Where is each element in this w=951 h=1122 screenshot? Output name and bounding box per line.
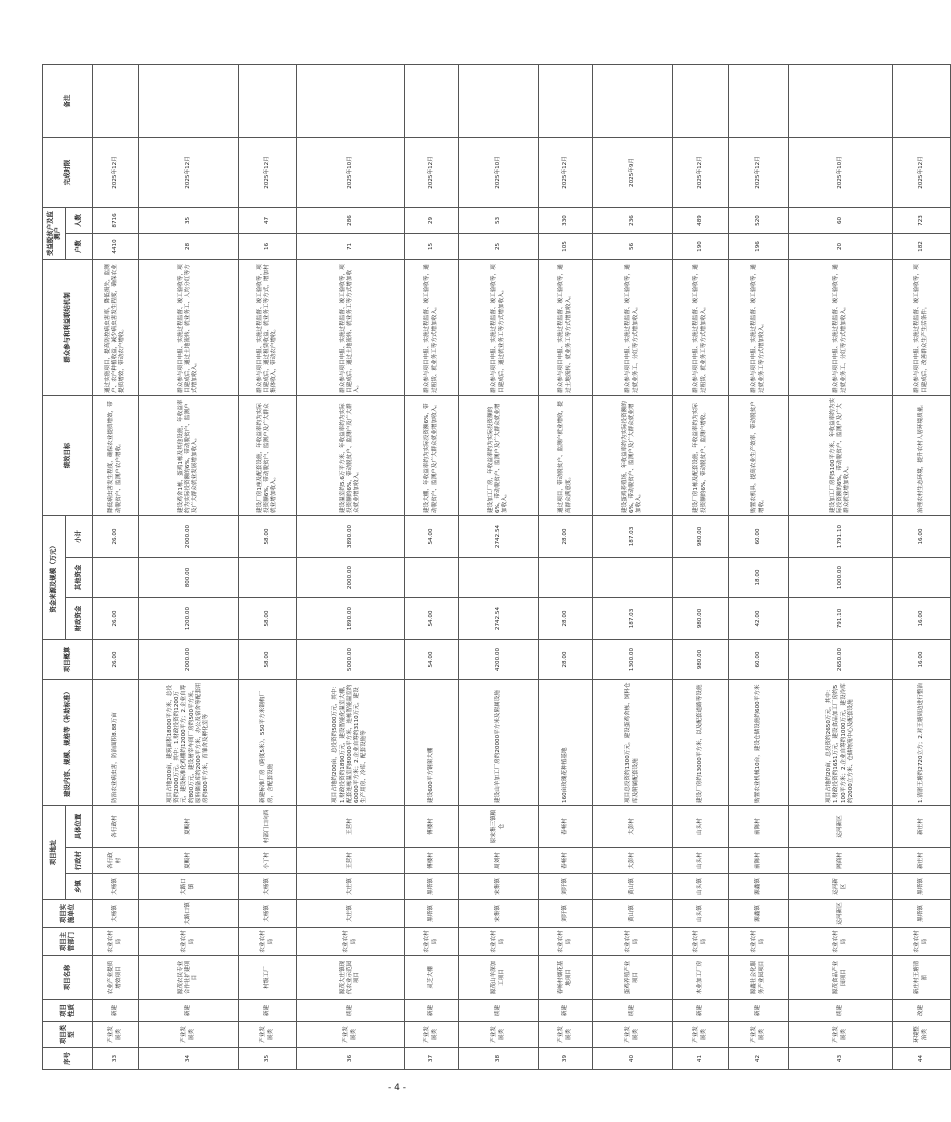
location-cell: 春畅村 [539,806,593,848]
name-cell: 源茂农民专业合作社扩建项目 [139,956,239,1000]
name-cell: 村级工厂 [239,956,297,1000]
deadline-cell: 2025年12月 [539,137,593,207]
deadline-cell: 2025年12月 [729,137,789,207]
name-cell: 灵芝大棚 [405,956,459,1000]
impl-cell: 运河新区 [789,900,893,928]
header-budget: 项目概算 [43,640,93,680]
header-people: 人数 [66,207,93,233]
dept-cell: 农业农村局 [239,928,297,956]
households-cell: 196 [729,233,789,259]
people-cell: 29 [405,207,459,233]
table-row [673,64,729,1069]
header-goal: 绩效目标 [43,395,93,515]
content-cell: 建设厂房约13000平方米，以及配套道路等设施 [673,680,729,806]
dept-cell: 农业农村局 [729,928,789,956]
header-households: 户数 [66,233,93,259]
header-location: 具体位置 [66,806,93,848]
deadline-cell: 2025年12月 [239,137,297,207]
mechanism-cell: 群众参与项目申报、实施过程监督、竣工验收等，通过就业务工等方式增加收入。 [729,259,789,395]
nature-cell: 新建 [673,1000,729,1022]
budget-cell: 58.00 [239,640,297,680]
type-cell: 产业发展类 [239,1022,297,1048]
project-table [42,64,951,1070]
households-cell: 190 [673,233,729,259]
impl-cell: 大庄镇 [297,900,405,928]
header-funds: 资金来源及规模（万元） [43,515,66,639]
mechanism-cell: 群众参与项目申报、实施过程监督、竣工验收等，通过就业务工、分红等方式增加收入。 [789,259,893,395]
table-row [789,64,893,1069]
deadline-cell: 2025年10月 [789,137,893,207]
town-cell: 大路口镇 [139,874,239,900]
goal-cell: 降低病虫害发生程度，确保农业提质增效，带动脱贫户、监测户农户增收。 [93,395,139,515]
deadline-cell: 2025年12月 [93,137,139,207]
deadline-cell: 2025年12月 [673,137,729,207]
remark-cell [459,64,539,137]
table-row [593,64,673,1069]
mechanism-cell: 群众参与项目申报、实施过程监督、竣工验收等，通过租赁、就业务工等方式增加收入。 [673,259,729,395]
type-cell: 产业发展类 [297,1022,405,1048]
deadline-cell: 2025年9月 [593,137,673,207]
header-dept: 项目主管部门 [43,928,93,956]
goal-cell: 建设加工厂房约5100平方米，年收益率约为实际投资额的6%，带动脱贫户、监测户及广大群众就业增加收入。 [789,395,893,515]
seq-cell: 37 [405,1048,459,1070]
households-cell: 105 [539,233,593,259]
content-cell: 项目占地约200亩，总投资约5000万元，其中：1.财政投资约1890万元，建设智能化温室大棚，配套连栋温室约80000平方米，连栋智能温室约60000平方米；2.企业自筹约3110万元，建设生产用房、冷库、配套设施等 [297,680,405,806]
deadline-cell: 2025年12月 [139,137,239,207]
impl-cell: 宋集镇 [459,900,539,928]
budget-cell: 28.00 [539,640,593,680]
mechanism-cell: 群众参与项目申报、实施过程监督、竣工验收等，项目建成后，通过土地流转、就业务工、人均分红等方式增加收入。 [139,259,239,395]
table-row [239,64,297,1069]
table-row [405,64,459,1069]
other-cell [893,558,951,598]
mechanism-cell: 群众参与项目申报、实施过程监督、竣工验收等，项目建成后，通过租赁收益、就业务工等方式，增加村集体收入，带动农户增收。 [239,259,297,395]
admin-village-cell: 夏畈村 [139,848,239,874]
dept-cell: 农业农村局 [593,928,673,956]
location-cell: 王营村 [297,806,405,848]
goal-cell: 购置农机具，提高农业生产效率，带动脱贫户增收。 [729,395,789,515]
town-cell: 大庄镇 [297,874,405,900]
dept-cell: 农业农村局 [93,928,139,956]
town-cell: 源鑫镇 [729,874,789,900]
fiscal-cell: 2742.54 [459,598,539,640]
nature-cell: 新建 [239,1000,297,1022]
name-cell: 蛋鸡养殖产业项目 [593,956,673,1000]
dept-cell: 农业农村局 [789,928,893,956]
subtotal-cell: 16.00 [893,515,951,557]
seq-cell: 42 [729,1048,789,1070]
subtotal-cell: 54.00 [405,515,459,557]
goal-cell: 建设加工厂房，年收益率约为实际投资额的6%，带动脱贫户、监测户及广大群众就业增加收入。 [459,395,539,515]
location-cell: 夏畈村 [139,806,239,848]
type-cell: 产业发展类 [459,1022,539,1048]
households-cell: 56 [593,233,673,259]
goal-cell: 建设温室约5.6万平方米，年收益率约为实际投资额的6%，带动脱贫户、监测户及广大群众就业增加收入。 [297,395,405,515]
impl-cell: 大杨镇 [93,900,139,928]
remark-cell [673,64,729,137]
seq-cell: 36 [297,1048,405,1070]
location-cell: 傅楼村 [405,806,459,848]
seq-cell: 43 [789,1048,893,1070]
header-name: 项目名称 [43,956,93,1000]
subtotal-cell: 58.00 [239,515,297,557]
households-cell: 15 [405,233,459,259]
other-cell [539,558,593,598]
header-other: 其他资金 [66,558,93,598]
remark-cell [593,64,673,137]
households-cell: 25 [459,233,539,259]
table-row [139,64,239,1069]
page-number: - 4 - [388,1083,406,1093]
remark-cell [729,64,789,137]
remark-cell [239,64,297,137]
other-cell [405,558,459,598]
seq-cell: 41 [673,1048,729,1070]
location-cell: 各行政村 [93,806,139,848]
subtotal-cell: 60.00 [729,515,789,557]
table-row [539,64,593,1069]
admin-village-cell: 傅楼村 [405,848,459,874]
deadline-cell: 2025年12月 [405,137,459,207]
subtotal-cell: 26.00 [93,515,139,557]
header-town: 乡镇 [66,874,93,900]
admin-village-cell: 大彭村 [593,848,673,874]
town-cell: 黑塔镇 [893,874,951,900]
dept-cell: 农业农村局 [673,928,729,956]
fiscal-cell: 1200.00 [139,598,239,640]
name-cell: 新庄村王塘清淤 [893,956,951,1000]
remark-cell [789,64,893,137]
seq-cell: 34 [139,1048,239,1070]
table-row [459,64,539,1069]
nature-cell: 新建 [139,1000,239,1022]
dept-cell: 农业农村局 [539,928,593,956]
seq-cell: 39 [539,1048,593,1070]
name-cell: 源茂食品产业园项目 [789,956,893,1000]
town-cell: 大杨镇 [239,874,297,900]
seq-cell: 38 [459,1048,539,1070]
header-admin-village: 行政村 [66,848,93,874]
subtotal-cell: 980.00 [673,515,729,557]
table-row [297,64,405,1069]
content-cell: 新建标准厂房（跨度5米），550平方米钢构厂房，含配套设施 [239,680,297,806]
people-cell: 47 [239,207,297,233]
budget-cell: 1300.00 [593,640,673,680]
location-cell: 大彭村 [593,806,673,848]
town-cell: 山头镇 [673,874,729,900]
mechanism-cell: 群众参与项目申报、实施过程监督、竣工验收等，通过租赁、就业务工等方式增加收入。 [405,259,459,395]
goal-cell: 建设鸡舍1栋，蛋鸡1栋及其他设施，年收益率约为实际投资额的6%，带动脱贫户、监测户及广大群众就业发展增加收入。 [139,395,239,515]
remark-cell [539,64,593,137]
location-cell: 运河新区 [789,806,893,848]
seq-cell: 40 [593,1048,673,1070]
people-cell: 60 [789,207,893,233]
type-cell: 产业发展类 [93,1022,139,1048]
fiscal-cell: 791.10 [789,598,893,640]
people-cell: 489 [673,207,729,233]
nature-cell: 续建 [459,1000,539,1022]
admin-village-cell: 各行政村 [93,848,139,874]
table-row [93,64,139,1069]
header-content: 建设内容、规模、规格等（补助标准） [43,680,93,806]
other-cell: 800.00 [139,558,239,598]
other-cell [239,558,297,598]
mechanism-cell: 通过实施项目，提高防控病虫害率，降低损失，监测户、农户种植收益，减少病虫害发生程度，确保农业提质增效，带动农户增收。 [93,259,139,395]
deadline-cell: 2025年10月 [297,137,405,207]
fiscal-cell: 28.00 [539,598,593,640]
people-cell: 8716 [93,207,139,233]
impl-cell: 山头镇 [673,900,729,928]
goal-cell: 建设厂房1座及配套设施，年收益率约为实际投资额6%，带动脱贫户、监测户及广大群众就业增加收入。 [239,395,297,515]
nature-cell: 续建 [297,1000,405,1022]
budget-cell: 54.00 [405,640,459,680]
remark-cell [139,64,239,137]
town-cell: 宋集镇 [459,874,539,900]
subtotal-cell: 28.00 [539,515,593,557]
type-cell: 产业发展类 [673,1022,729,1048]
subtotal-cell: 1791.10 [789,515,893,557]
header-fiscal: 财政资金 [66,598,93,640]
table-body [93,64,951,1069]
seq-cell: 44 [893,1048,951,1070]
other-cell [93,558,139,598]
header-mech: 群众参与和利益联结机制 [43,259,93,395]
nature-cell: 新建 [93,1000,139,1022]
mechanism-cell: 群众参与项目申报、实施过程监督、竣工验收等，通过土地流转、就业务工等方式增加收入。 [539,259,593,395]
name-cell: 木业加工厂房 [673,956,729,1000]
budget-cell: 2000.00 [139,640,239,680]
header-beneficiaries: 受益脱贫户及监测户 [43,207,66,259]
location-cell: 村部门口向西 [239,806,297,848]
content-cell: 防治农业病虫害，防治面积8.88万亩 [93,680,139,806]
name-cell: 源鑫社会化服务产业园项目 [729,956,789,1000]
impl-cell: 源鑫镇 [729,900,789,928]
content-cell: 项目总投资约1300万元，建设蛋鸡舍栋、饲料仓库及附属配套设施 [593,680,673,806]
town-cell: 刘圩镇 [539,874,593,900]
fiscal-cell: 54.00 [405,598,459,640]
people-cell: 53 [459,207,539,233]
fiscal-cell: 187.03 [593,598,673,640]
town-cell: 运河新区 [789,874,893,900]
goal-cell: 治理农村生态环境，提升农村人居环境质量。 [893,395,951,515]
nature-cell: 续建 [593,1000,673,1022]
budget-cell: 16.00 [893,640,951,680]
type-cell: 产业发展类 [405,1022,459,1048]
people-cell: 286 [297,207,405,233]
other-cell [673,558,729,598]
other-cell: 2000.00 [297,558,405,598]
seq-cell: 33 [93,1048,139,1070]
admin-village-cell: 周刘村 [459,848,539,874]
other-cell: 18.00 [729,558,789,598]
goal-cell: 建设蛋鸡养殖场，年收益率约为实际投资额的6%，带动脱贫户、监测户及广大群众就业增加收入。 [593,395,673,515]
households-cell: 182 [893,233,951,259]
content-cell: 项目占地200亩，建筑面积18000平方米，总投资约2000万元。其中：1.财政投资约1200万元，建设标准化鸡棚约12000平方；2.企业自筹约800万元，建设屠宰车间厂房约500平方米，原料储备库约2000平方米，办公及宿舍等配套用房约800平方米，育雏舍及孵化室等 [139,680,239,806]
admin-village-cell: 前陈村 [729,848,789,874]
table-row [729,64,789,1069]
header-site: 项目地址 [43,806,66,900]
type-cell: 产业发展类 [139,1022,239,1048]
nature-cell: 新建 [729,1000,789,1022]
people-cell: 236 [593,207,673,233]
name-cell: 源茂山羊深加工项目 [459,956,539,1000]
content-cell: 建设600平方钢架大棚 [405,680,459,806]
deadline-cell: 2025年12月 [893,137,951,207]
goal-cell: 通过项目，带动脱贫户、监测户就业增收，提高群众满意度。 [539,395,593,515]
admin-village-cell: 新庄村 [893,848,951,874]
name-cell: 农业产业提质增效项目 [93,956,139,1000]
people-cell: 330 [539,207,593,233]
households-cell: 4410 [93,233,139,259]
header-nature: 项目性质 [43,1000,93,1022]
town-cell: 黄山镇 [593,874,673,900]
impl-cell: 大路口镇 [139,900,239,928]
budget-cell: 4200.00 [459,640,539,680]
content-cell: 160亩玫瑰花种植基地 [539,680,593,806]
name-cell: 源茂大庄镇现代农业示范园项目 [297,956,405,1000]
header-subtotal: 小计 [66,515,93,557]
remark-cell [297,64,405,137]
type-cell: 产业发展类 [539,1022,593,1048]
deadline-cell: 2025年10月 [459,137,539,207]
budget-cell: 26.00 [93,640,139,680]
budget-cell: 5000.00 [297,640,405,680]
subtotal-cell: 2000.00 [139,515,239,557]
remark-cell [405,64,459,137]
nature-cell: 新建 [539,1000,593,1022]
other-cell [459,558,539,598]
other-cell [593,558,673,598]
people-cell: 723 [893,207,951,233]
admin-village-cell: 网商村 [789,848,893,874]
fiscal-cell: 58.00 [239,598,297,640]
goal-cell: 建设大棚，年收益率约为实际投资额6%，带动脱贫户、监测户及广大群众就业增加收入。 [405,395,459,515]
type-cell: 产业发展类 [789,1022,893,1048]
content-cell: 购置农业机械10台，建设仓储设施约600平方米 [729,680,789,806]
other-cell: 1000.00 [789,558,893,598]
mechanism-cell: 群众参与项目申报、实施过程监督、竣工验收等，通过就业务工、分红等方式增加收入。 [593,259,673,395]
location-cell: 前陈村 [729,806,789,848]
table-row [893,64,951,1069]
fiscal-cell: 980.00 [673,598,729,640]
impl-cell: 大杨镇 [239,900,297,928]
impl-cell: 刘圩镇 [539,900,593,928]
mechanism-cell: 群众参与项目申报、实施过程监督、竣工验收等，项目建成后，通过土地流转、就业务工等方式增加收入。 [297,259,405,395]
header-deadline: 完成时限 [43,137,93,207]
people-cell: 35 [139,207,239,233]
type-cell: 产业发展类 [729,1022,789,1048]
mechanism-cell: 群众参与项目申报、实施过程监督、竣工验收等，项目建成后，通过就业务工等方式增加收入。 [459,259,539,395]
fiscal-cell: 42.00 [729,598,789,640]
nature-cell: 新建 [405,1000,459,1022]
location-cell: 新庄村 [893,806,951,848]
impl-cell: 黄山镇 [593,900,673,928]
content-cell: 项目占地约20亩，总投资约2650万元，其中：1.财政投资约1651万元，建设食品加工厂房约5100平方米；2.企业自筹约1000万元，建设冷库约2000立方米、仓储物流中心及配套设施 [789,680,893,806]
town-cell: 黑塔镇 [405,874,459,900]
people-cell: 520 [729,207,789,233]
households-cell: 71 [297,233,405,259]
location-cell: 原宋集三镇粮仓 [459,806,539,848]
type-cell: 产业发展类 [593,1022,673,1048]
budget-cell: 2650.00 [789,640,893,680]
households-cell: 16 [239,233,297,259]
rotated-table-page [42,65,928,1070]
location-cell: 山头村 [673,806,729,848]
remark-cell [93,64,139,137]
admin-village-cell: 山头村 [673,848,729,874]
fiscal-cell: 1890.00 [297,598,405,640]
budget-cell: 60.00 [729,640,789,680]
dept-cell: 农业农村局 [893,928,951,956]
subtotal-cell: 2742.54 [459,515,539,557]
subtotal-cell: 3890.00 [297,515,405,557]
header-remark: 备注 [43,64,93,137]
nature-cell: 改建 [893,1000,951,1022]
town-cell: 大杨镇 [93,874,139,900]
households-cell: 28 [139,233,239,259]
header-seq: 序号 [43,1048,93,1070]
mechanism-cell: 群众参与项目申报、实施过程监督、竣工验收等，项目建成后，改善群众生产生活条件。 [893,259,951,395]
remark-cell [893,64,951,137]
dept-cell: 农业农村局 [139,928,239,956]
impl-cell: 黑塔镇 [893,900,951,928]
seq-cell: 35 [239,1048,297,1070]
nature-cell: 续建 [789,1000,893,1022]
admin-village-cell: 王营村 [297,848,405,874]
header-type: 项目类型 [43,1022,93,1048]
goal-cell: 建设厂房1栋及配套设施，年收益率约为实际投资额的6%，带动脱贫户、监测户增收。 [673,395,729,515]
households-cell: 20 [789,233,893,259]
fiscal-cell: 16.00 [893,598,951,640]
header-impl: 项目实施单位 [43,900,93,928]
dept-cell: 农业农村局 [297,928,405,956]
dept-cell: 农业农村局 [405,928,459,956]
budget-cell: 980.00 [673,640,729,680]
content-cell: 建设山羊加工厂房约20000平方米及附属设施 [459,680,539,806]
impl-cell: 黑塔镇 [405,900,459,928]
fiscal-cell: 26.00 [93,598,139,640]
admin-village-cell: 小丁村 [239,848,297,874]
content-cell: 1.清淤王塘约2720立方；2.对王塘周边进行整治 [893,680,951,806]
name-cell: 春畅村烟花基地项目 [539,956,593,1000]
subtotal-cell: 187.03 [593,515,673,557]
type-cell: 环境整治类 [893,1022,951,1048]
dept-cell: 农业农村局 [459,928,539,956]
admin-village-cell: 春畅村 [539,848,593,874]
